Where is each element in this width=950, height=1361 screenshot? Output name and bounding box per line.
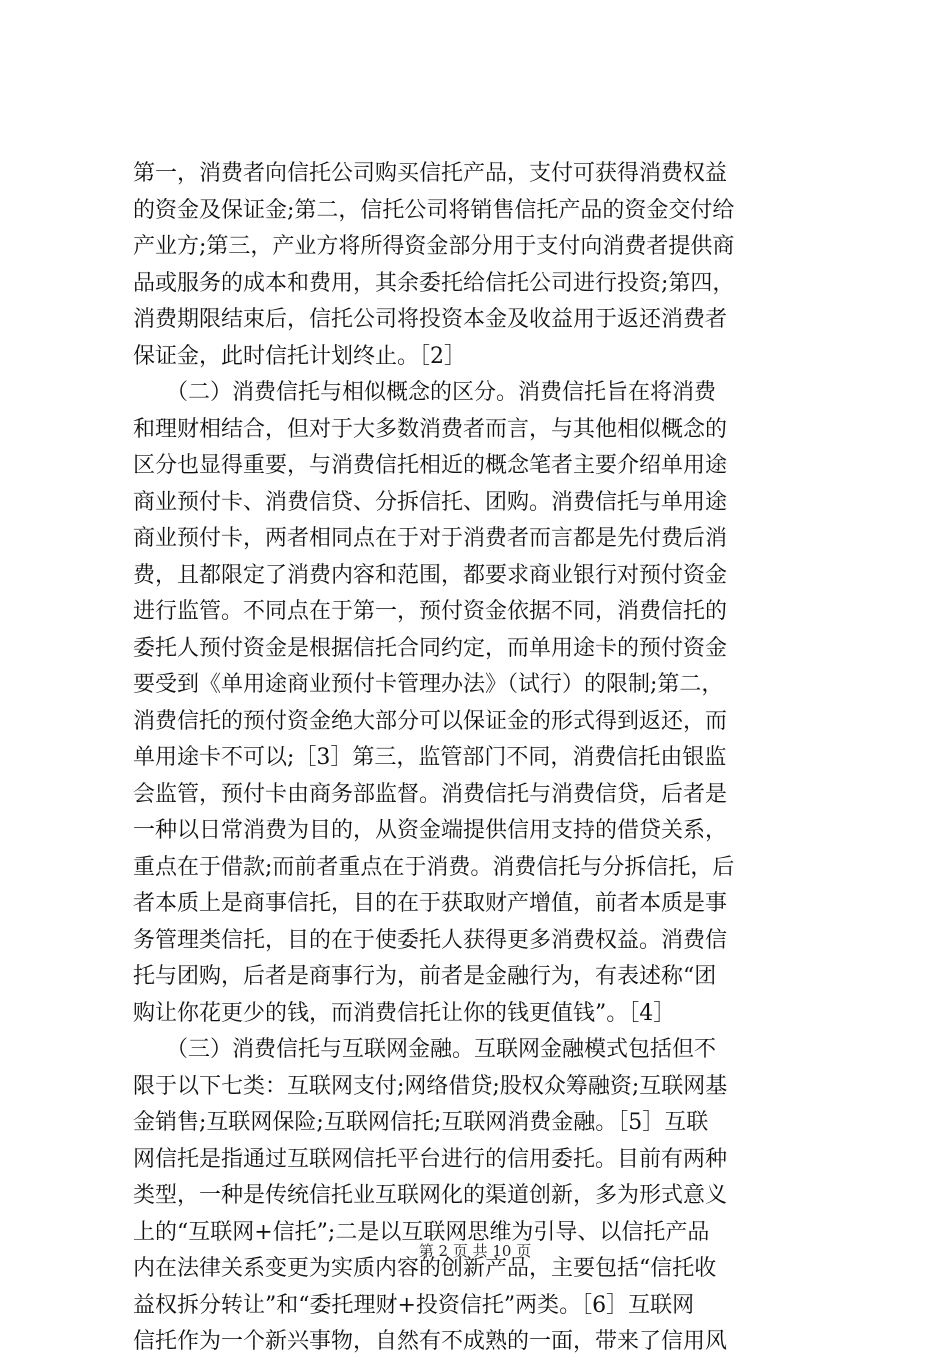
- text-line: 商业预付卡、消费信贷、分拆信托、团购。消费信托与单用途: [133, 489, 728, 515]
- text-line: 会监管，预付卡由商务部监督。消费信托与消费信贷，后者是: [133, 781, 728, 807]
- text-line: 网信托是指通过互联网信托平台进行的信用委托。目前有两种: [133, 1146, 728, 1172]
- text-line: 第一，消费者向信托公司购买信托产品，支付可获得消费权益: [133, 161, 728, 186]
- text-line: 保证金，此时信托计划终止。［2］: [133, 343, 466, 369]
- text-line: 购让你花更少的钱，而消费信托让你的钱更值钱”。［4］: [133, 1000, 676, 1026]
- text-line: （二）消费信托与相似概念的区分。消费信托旨在将消费: [133, 380, 717, 405]
- text-line: 要受到《单用途商业预付卡管理办法》（试行）的限制;第二，: [133, 672, 724, 697]
- page-footer: 第 2 页 共 10 页: [418, 1242, 532, 1260]
- text-line: 金销售;互联网保险;互联网信托;互联网消费金融。［5］互联: [133, 1110, 709, 1135]
- text-line: 和理财相结合，但对于大多数消费者而言，与其他相似概念的: [133, 416, 728, 442]
- text-line: 单用途卡不可以;［3］第三，监管部门不同，消费信托由银监: [133, 745, 727, 770]
- text-line: 消费期限结束后，信托公司将投资本金及收益用于返还消费者: [133, 307, 728, 332]
- text-line: 信托作为一个新兴事物，自然有不成熟的一面，带来了信用风: [133, 1329, 728, 1354]
- text-line: 费，且都限定了消费内容和范围，都要求商业银行对预付资金: [133, 562, 728, 588]
- text-line: 产业方;第三，产业方将所得资金部分用于支付向消费者提供商: [133, 234, 735, 259]
- text-line: 上的“互联网+信托”;二是以互联网思维为引导、以信托产品: [133, 1219, 710, 1245]
- text-line: 的资金及保证金;第二，信托公司将销售信托产品的资金交付给: [133, 197, 735, 223]
- text-line: 者本质上是商事信托，目的在于获取财产增值，前者本质是事: [133, 891, 728, 916]
- text-line: 区分也显得重要，与消费信托相近的概念笔者主要介绍单用途: [133, 453, 728, 478]
- text-line: 品或服务的成本和费用，其余委托给信托公司进行投资;第四，: [133, 270, 735, 296]
- text-line: 一种以日常消费为目的，从资金端提供信用支持的借贷关系，: [133, 818, 728, 843]
- text-line: 进行监管。不同点在于第一，预付资金依据不同，消费信托的: [133, 599, 728, 624]
- text-line: 限于以下七类：互联网支付;网络借贷;股权众筹融资;互联网基: [133, 1073, 728, 1099]
- text-line: 内在法律关系变更为实质内容的创新产品，主要包括“信托收: [133, 1256, 717, 1281]
- text-line: 益权拆分转让”和“委托理财+投资信托”两类。［6］互联网: [133, 1292, 695, 1318]
- text-line: （三）消费信托与互联网金融。互联网金融模式包括但不: [133, 1037, 717, 1062]
- text-line: 委托人预付资金是根据信托合同约定，而单用途卡的预付资金: [133, 635, 728, 661]
- text-line: 托与团购，后者是商事行为，前者是金融行为，有表述称“团: [133, 964, 717, 989]
- text-line: 类型，一种是传统信托业互联网化的渠道创新，多为形式意义: [133, 1183, 728, 1208]
- text-line: 消费信托的预付资金绝大部分可以保证金的形式得到返还，而: [133, 708, 728, 734]
- text-line: 务管理类信托，目的在于使委托人获得更多消费权益。消费信: [133, 927, 728, 953]
- document-body: [133, 156, 845, 1361]
- text-line: 商业预付卡，两者相同点在于对于消费者而言都是先付费后消: [133, 526, 728, 551]
- text-line: 重点在于借款;而前者重点在于消费。消费信托与分拆信托，后: [133, 854, 735, 880]
